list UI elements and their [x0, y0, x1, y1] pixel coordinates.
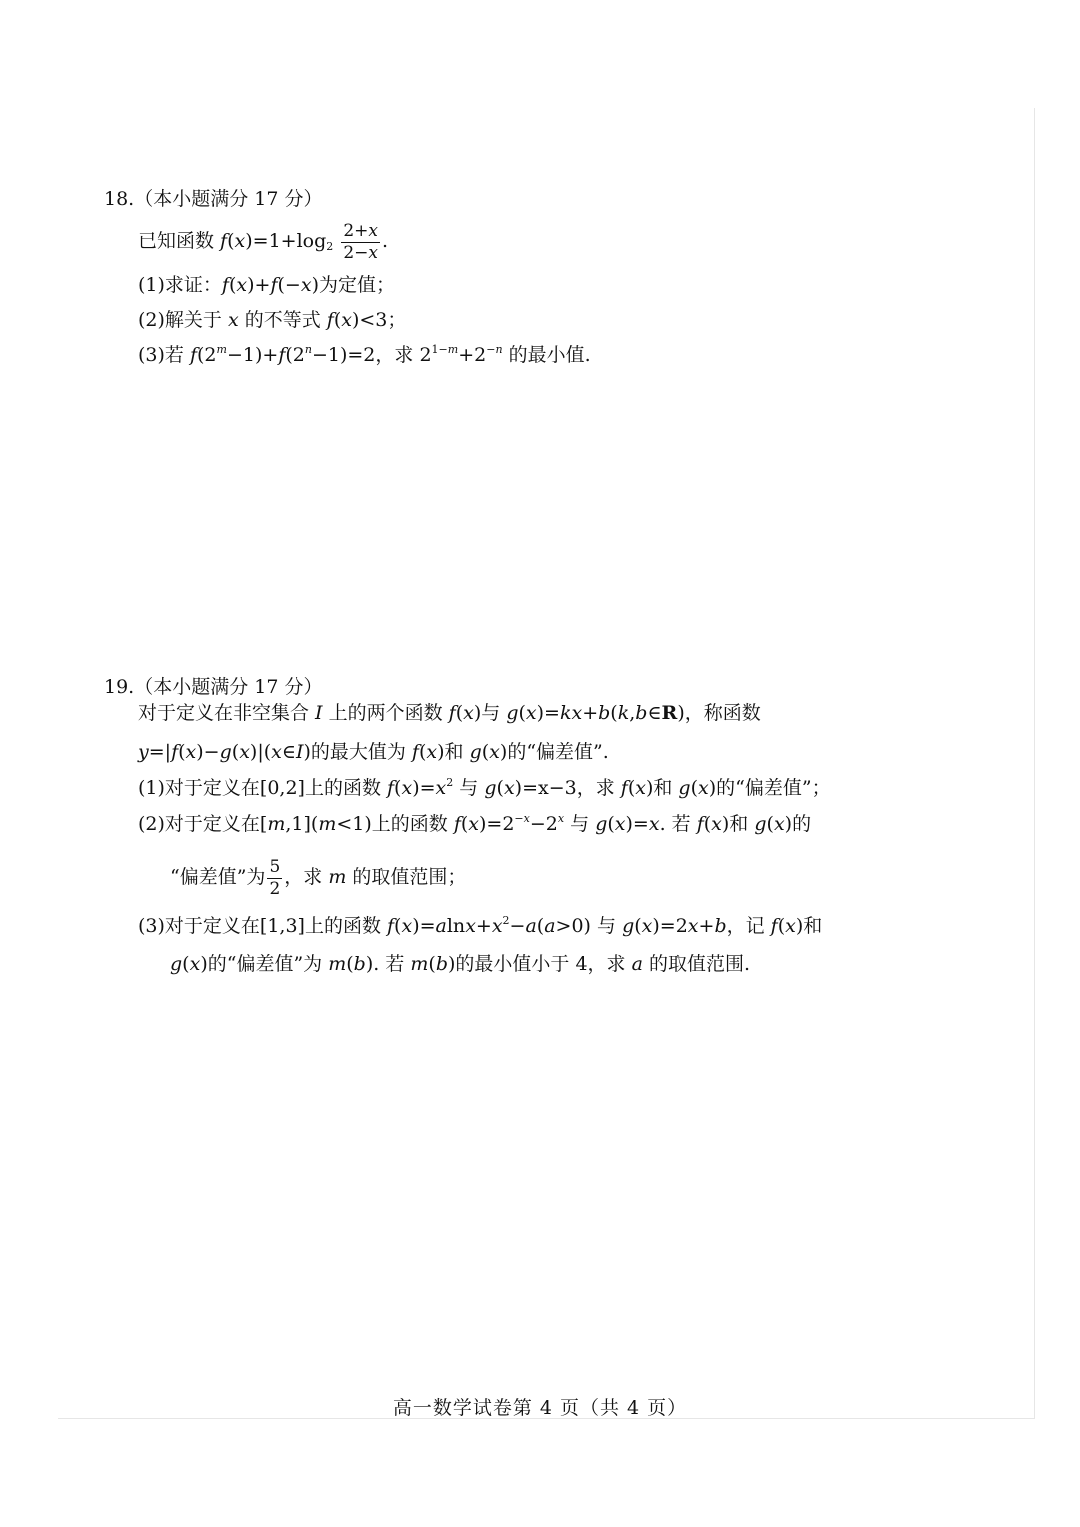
page-border — [58, 108, 1035, 1419]
question-19-part-1: (1)对于定义在[0,2]上的函数 $f(x)=x^2$ 与 g(x)=x−3，求 f(x)和 g(x)的“偏差值”； — [138, 776, 831, 799]
question-number: 18. — [104, 188, 135, 210]
fraction: $\frac{2+x}{2-x}$ — [343, 221, 378, 263]
question-19-part-2: (2)对于定义在[m,1](m<1)上的函数 $f(x)=2^{-x}-2^x$ 与 g(x)=x. 若 f(x)和 g(x)的 — [138, 812, 812, 835]
question-19-intro-line-1: 对于定义在非空集合 I 上的两个函数 f(x)与 g(x)=kx+b(k,b∈R)，称函数 — [138, 702, 761, 724]
question-19-intro-line-2: y=|f(x)−g(x)|(x∈I)的最大值为 f(x)和 g(x)的“偏差值”. — [138, 741, 609, 763]
question-number: 19. — [104, 676, 135, 698]
question-points: （本小题满分 17 分） — [134, 676, 323, 698]
question-18-part-3: (3)若 $f(2^m-1)+f(2^n-1)=2$，求 $2^{1-m}+2^{-n}$ 的最小值. — [138, 343, 591, 366]
question-18-header — [104, 184, 322, 211]
question-19-part-3: (3)对于定义在[1,3]上的函数 $f(x)=alnx+x^2-a(a>0)$ 与 g(x)=2x+b，记 f(x)和 — [138, 914, 823, 937]
question-19-header — [104, 672, 322, 699]
fraction: $\frac{5}{2}$ — [269, 857, 281, 899]
question-18-intro: 已知函数 $f(x)=1+\log_2$ $\frac{2+x}{2-x}$ . — [138, 221, 389, 263]
question-18-part-1: (1)求证：f(x)+f(−x)为定值； — [138, 274, 395, 296]
question-19-part-2-continued: “偏差值”为 $\frac{5}{2}$ ，求 m 的取值范围； — [170, 857, 467, 899]
page-footer: 高一数学试卷第 4 页（共 4 页） — [392, 1397, 688, 1419]
question-points: （本小题满分 17 分） — [134, 188, 323, 210]
question-18-part-2: (2)解关于 x 的不等式 f(x)<3； — [138, 309, 407, 331]
question-19-part-3-continued: g(x)的“偏差值”为 m(b). 若 m(b)的最小值小于 4，求 a 的取值范围. — [170, 953, 751, 975]
